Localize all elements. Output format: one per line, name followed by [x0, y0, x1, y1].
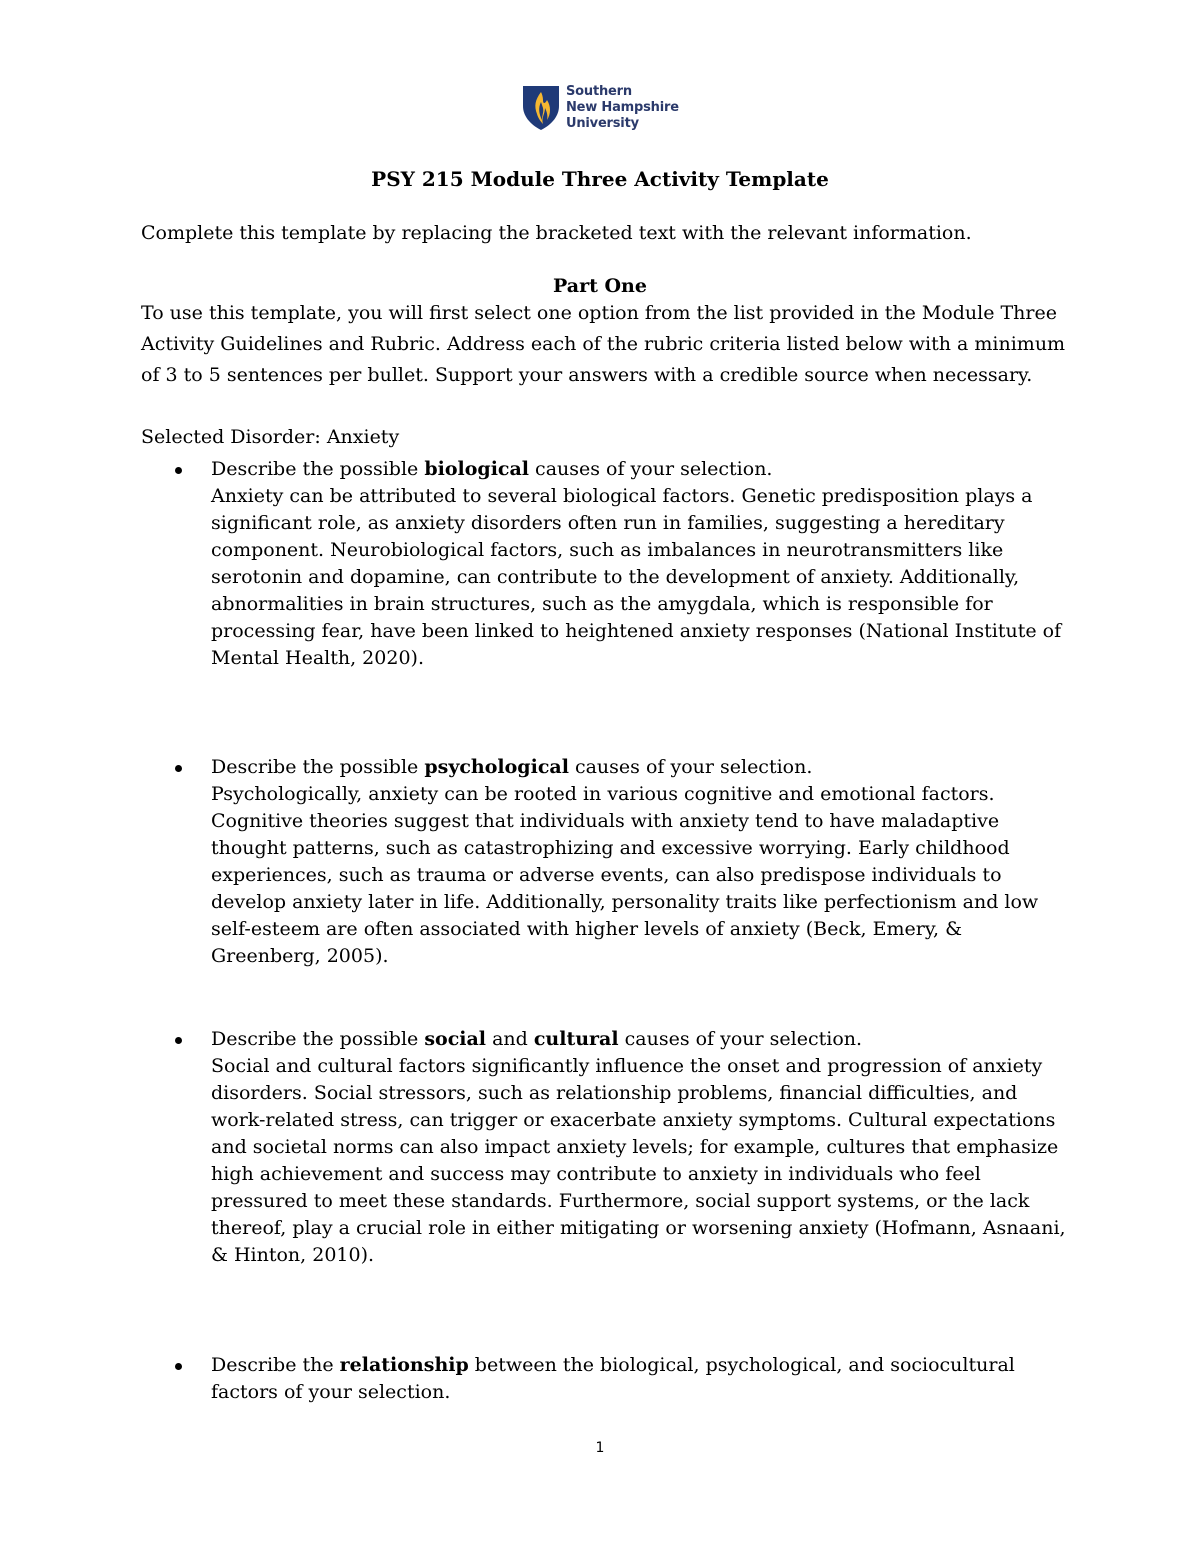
- bullet-question: Describe the possible social and cultural causes of your selection.: [211, 1028, 863, 1050]
- bullet-dot-icon: [175, 1363, 182, 1370]
- shield-flame-icon: [521, 84, 561, 132]
- bullet-question: Describe the possible biological causes of your selection.: [211, 458, 773, 480]
- bullet-biological: [211, 456, 1071, 672]
- selected-disorder: Selected Disorder: Anxiety: [141, 426, 400, 448]
- bullet-answer: Anxiety can be attributed to several biological factors. Genetic predisposition plays a significant role, as anxiety disorders often run in families, suggesting a hereditary component. Neurobiological factors, such as imbalances in neurotransmitters like serotonin and dopamine, can contribute to the development of anxiety. Additionally, abnormalities in brain structures, such as the amygdala, which is responsible for processing fear, have been linked to heightened anxiety responses (National Institute of Mental Health, 2020).: [211, 485, 1062, 669]
- bullet-dot-icon: [175, 765, 182, 772]
- bullet-answer: Psychologically, anxiety can be rooted in various cognitive and emotional factors. Cognitive theories suggest that individuals with anxiety tend to have maladaptive thought patterns, such as catastrophizing and excessive worrying. Early childhood experiences, such as trauma or adverse events, can also predispose individuals to develop anxiety later in life. Additionally, personality traits like perfectionism and low self-esteem are often associated with higher levels of anxiety (Beck, Emery, & Greenberg, 2005).: [211, 783, 1039, 967]
- bullet-social-cultural: [211, 1026, 1071, 1269]
- part-one-heading: Part One: [553, 275, 647, 297]
- bullet-answer: Social and cultural factors significantly influence the onset and progression of anxiety disorders. Social stressors, such as relationship problems, financial difficulties, and work-related stress, can trigger or exacerbate anxiety symptoms. Cultural expectations and societal norms can also impact anxiety levels; for example, cultures that emphasize high achievement and success may contribute to anxiety in individuals who feel pressured to meet these standards. Furthermore, social support systems, or the lack thereof, play a crucial role in either mitigating or worsening anxiety (Hofmann, Asnaani, & Hinton, 2010).: [211, 1055, 1066, 1266]
- bullet-dot-icon: [175, 1037, 182, 1044]
- logo-wordmark: Southern New Hampshire University: [566, 84, 679, 131]
- bullet-dot-icon: [175, 467, 182, 474]
- university-logo: [521, 84, 691, 134]
- bullet-question: Describe the relationship between the biological, psychological, and sociocultural factors of your selection.: [211, 1354, 1015, 1403]
- page-number: 1: [595, 1440, 605, 1456]
- bullet-psychological: [211, 754, 1071, 970]
- document-title: PSY 215 Module Three Activity Template: [371, 167, 829, 191]
- part-one-instructions: To use this template, you will first select one option from the list provided in the Module Three Activity Guidelines and Rubric. Address each of the rubric criteria listed below with a minimum of 3 to 5 sentences per bullet. Support your answers with a credible source when necessary.: [141, 302, 1066, 386]
- bullet-relationship: [211, 1352, 1071, 1406]
- intro-paragraph: Complete this template by replacing the bracketed text with the relevant information.: [141, 222, 972, 244]
- bullet-question: Describe the possible psychological causes of your selection.: [211, 756, 813, 778]
